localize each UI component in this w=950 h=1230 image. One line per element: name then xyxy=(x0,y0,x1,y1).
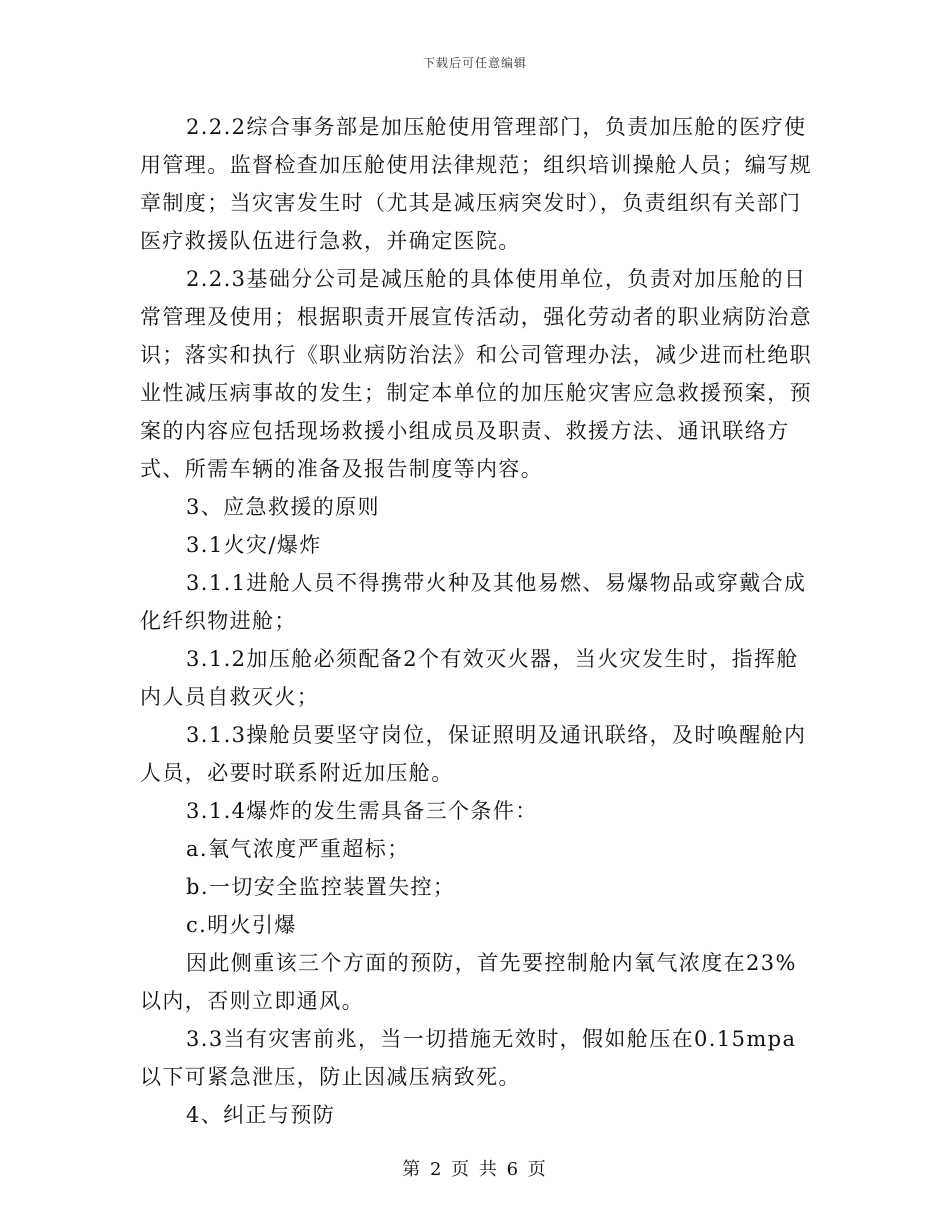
list-item-b: b.一切安全监控装置失控； xyxy=(186,875,456,899)
page-header: 下载后可任意编辑 xyxy=(422,56,527,70)
paragraph-2-2-2: 2.2.2综合事务部是加压舱使用管理部门，负责加压舱的医疗使用管理。监督检查加压舱使用法律规范；组织培训操舱人员；编写规章制度；当灾害发生时（尤其是减压病突发时），负责组织有关部门医疗救援队伍进行急救，并确定医院。 xyxy=(140,115,812,253)
paragraph-3-1-2: 3.1.2加压舱必须配备2个有效灭火器，当火灾发生时，指挥舱内人员自救灭火； xyxy=(140,647,799,709)
paragraph-2-2-3: 2.2.3基础分公司是减压舱的具体使用单位，负责对加压舱的日常管理及使用；根据职责开展宣传活动，强化劳动者的职业病防治意识；落实和执行《职业病防治法》和公司管理办法，减少进而杜绝职业性减压病事故的发生；制定本单位的加压舱灾害应急救援预案，预案的内容应包括现场救援小组成员及职责、救援方法、通讯联络方式、所需车辆的准备及报告制度等内容。 xyxy=(140,267,812,481)
paragraph-3-3: 3.3当有灾害前兆，当一切措施无效时，假如舱压在0.15mpa以下可紧急泄压，防止因减压病致死。 xyxy=(140,1027,797,1089)
paragraph-prevention: 因此侧重该三个方面的预防，首先要控制舱内氧气浓度在23%以内，否则立即通风。 xyxy=(140,951,797,1013)
paragraph-3-1-1: 3.1.1进舱人员不得携带火种及其他易燃、易爆物品或穿戴合成化纤织物进舱； xyxy=(140,571,807,633)
section-heading-3: 3、应急救援的原则 xyxy=(186,495,380,519)
paragraph-3-1-3: 3.1.3操舱员要坚守岗位，保证照明及通讯联络，及时唤醒舱内人员，必要时联系附近加压舱。 xyxy=(140,723,807,785)
paragraph-3-1-4: 3.1.4爆炸的发生需具备三个条件： xyxy=(186,799,538,823)
document-body xyxy=(140,108,812,1134)
section-heading-4: 4、纠正与预防 xyxy=(186,1103,336,1127)
page-number-footer: 第 2 页 共 6 页 xyxy=(402,1159,548,1180)
list-item-c: c.明火引爆 xyxy=(186,913,297,937)
list-item-a: a.氧气浓度严重超标； xyxy=(186,837,410,861)
subsection-heading-3-1: 3.1火灾/爆炸 xyxy=(186,533,322,557)
